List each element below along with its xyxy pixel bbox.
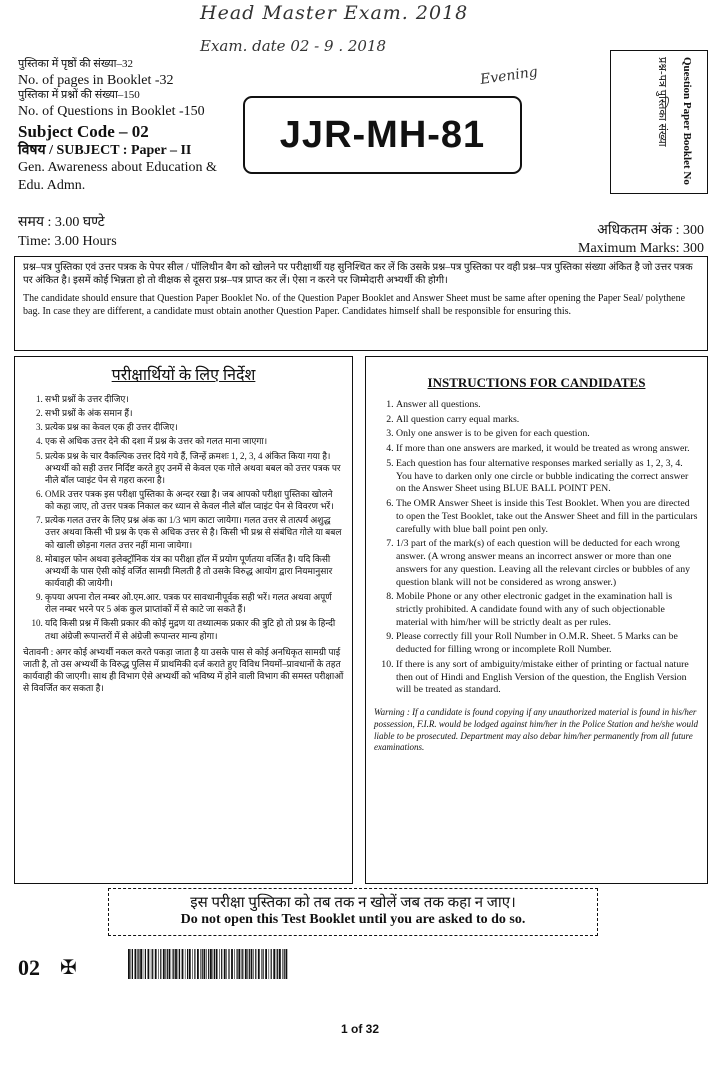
instruction-english-item: 6. The OMR Answer Sheet is inside this Test Booklet. When you are directed to open the Test Booklet, take out the Answer Sheet and fill in the particulars carefully with blue ball point pen only. (396, 498, 699, 536)
instruction-hindi-item: 3. प्रत्येक प्रश्न का केवल एक ही उत्तर दीजिए। (45, 421, 344, 433)
barcode-bar (192, 949, 193, 979)
marks-hindi: अधिकतम अंक : 300 (597, 223, 704, 238)
barcode-bar (263, 949, 264, 979)
instruction-hindi-item: 4. एक से अधिक उत्तर देने की दशा में प्रश्न के उत्तर को गलत माना जाएगा। (45, 435, 344, 447)
instruction-english-item: 5. Each question has four alternative responses marked serially as 1, 2, 3, 4. You have to darken only one circle or bubble indicating the correct answer on the Answer Sheet using BLUE BALL POINT PEN. (396, 458, 699, 496)
barcode-bar (132, 949, 133, 979)
barcode-bar (179, 949, 180, 979)
barcode-bar (282, 949, 283, 979)
subject-code: Subject Code – 02 (18, 121, 149, 141)
instruction-hindi-item: 5. प्रत्येक प्रश्न के चार वैकल्पिक उत्तर दिये गये हैं, जिन्हें क्रमशः 1, 2, 3, 4 अंकित किया गया है। अभ्यर्थी को सही उत्तर निर्दिष्ट करते हुए उनमें से केवल एक गोले अथवा बबल को उत्तर पत्रक पर नीले बॉल प्वाइंट पेन से गहरा करना है। (45, 450, 344, 486)
barcode-bar (206, 949, 207, 979)
serial-number-box (610, 50, 708, 194)
handwritten-exam-title: Head Master Exam. 2018 (200, 2, 469, 24)
instruction-hindi-item: 9. कृपया अपना रोल नम्बर ओ.एम.आर. पत्रक पर सावधानीपूर्वक सही भरें। गलत अथवा अपूर्ण रोल नम्बर भरने पर 5 अंक कुल प्राप्तांकों में से काटे जा सकते हैं। (45, 591, 344, 615)
notice-box (14, 256, 708, 351)
handwritten-session: Evening (479, 64, 539, 88)
barcode-bar (197, 949, 199, 979)
questions-hindi: पुस्तिका में प्रश्नों की संख्या–150 (18, 89, 140, 102)
barcode-bar (178, 949, 179, 979)
instruction-hindi-item: 1. सभी प्रश्नों के उत्तर दीजिए। (45, 393, 344, 405)
instructions-hindi-title: परीक्षार्थियों के लिए निर्देश (111, 367, 256, 384)
barcode-bar (194, 949, 195, 979)
barcode-bar (251, 949, 253, 979)
barcode-bar (204, 949, 206, 979)
barcode-bar (234, 949, 235, 979)
warning-english: Warning : If a candidate is found copying if any unauthorized material is found in his/her possession, F.I.R. would be lodged against him/her in the Police Station and he/she would liable to be prosecuted. Department may also debar him/her permanently from all future examinations. (374, 707, 699, 753)
instruction-hindi-item: 8. मोबाइल फोन अथवा इलेक्ट्रॉनिक यंत्र का परीक्षा हॉल में प्रयोग पूर्णतया वर्जित है। यदि किसी अभ्यर्थी के पास ऐसी कोई वर्जित सामग्री मिलती है तो उसके विरुद्ध आयोग द्वारा नियमानुसार कार्यवाही की जायेगी। (45, 553, 344, 589)
barcode-bar (279, 949, 281, 979)
barcode-bar (238, 949, 240, 979)
barcode-bar (242, 949, 243, 979)
marks-english: Maximum Marks: 300 (578, 241, 704, 257)
pages-hindi: पुस्तिका में पृष्ठों की संख्या–32 (18, 58, 133, 70)
instruction-english-item: 9. Please correctly fill your Roll Number in O.M.R. Sheet. 5 Marks can be deducted for filling wrong or incomplete Roll Number. (396, 631, 699, 656)
barcode-bar (214, 949, 215, 979)
barcode-bar (245, 949, 247, 979)
max-marks (578, 222, 704, 258)
barcode-bar (165, 949, 166, 979)
barcode-bar (213, 949, 214, 979)
barcode-bar (247, 949, 248, 979)
barcode-bar (160, 949, 161, 979)
barcode-bar (137, 949, 138, 979)
barcode-bar (226, 949, 227, 979)
barcode-bar (284, 949, 285, 979)
barcode-bar (169, 949, 171, 979)
barcode-bar (155, 949, 157, 979)
barcode-bar (265, 949, 267, 979)
barcode-bar (210, 949, 212, 979)
barcode-bar (221, 949, 222, 979)
barcode-bar (231, 949, 233, 979)
barcode-bar (140, 949, 142, 979)
notice-english: The candidate should ensure that Question Paper Booklet No. of the Question Paper Booklet and Answer Sheet must be same after opening the Paper Seal/ polythene bag. In case they are different, a candidate must obtain another Question Paper. Candidates himself shall be responsible for ensuring this. (23, 293, 686, 317)
barcode-bar (151, 949, 152, 979)
instruction-hindi-item: 2. सभी प्रश्नों के अंक समान हैं। (45, 407, 344, 419)
barcode-bar (128, 949, 130, 979)
instruction-english-item: 1. Answer all questions. (396, 399, 699, 412)
booklet-code-box (243, 96, 522, 174)
barcode-bar (277, 949, 278, 979)
barcode-bar (138, 949, 139, 979)
barcode-bar (224, 949, 226, 979)
barcode-bar (143, 949, 144, 979)
pages-english: No. of pages in Booklet -32 (18, 72, 174, 88)
do-not-open-hindi: इस परीक्षा पुस्तिका को तब तक न खोलें जब तक कहा न जाए। (190, 895, 516, 911)
barcode (128, 949, 288, 979)
barcode-bar (249, 949, 250, 979)
handwritten-exam-date: Exam. date 02 - 9 . 2018 (200, 37, 387, 55)
barcode-bar (273, 949, 275, 979)
barcode-bar (158, 949, 159, 979)
do-not-open-box (108, 888, 598, 936)
instructions-english-title: INSTRUCTIONS FOR CANDIDATES (427, 375, 646, 390)
instruction-hindi-item: 7. प्रत्येक गलत उत्तर के लिए प्रश्न अंक का 1/3 भाग काटा जायेगा। गलत उत्तर से तात्पर्य अशुद्ध उत्तर अथवा किसी भी प्रश्न के एक से अधिक उत्तर से है। किसी भी प्रश्न से संबंधित गोले या बबल को खाली छोड़ना गलत उत्तर नहीं माना जायेगा। (45, 514, 344, 550)
notice-hindi: प्रश्न–पत्र पुस्तिका एवं उत्तर पत्रक के पेपर सील / पॉलिथीन बैग को खोलने पर परीक्षार्थी यह सुनिश्चित कर लें कि उसके प्रश्न–पत्र पुस्तिका पर वही प्रश्न–पत्र पुस्तिका संख्या अंकित है जो उत्तर पत्रक पर अंकित है। इसमें कोई भिन्नता हो तो वीक्षक से दूसरा प्रश्न–पत्र प्राप्त कर लें। ऐसा न करने पर जिम्मेदारी अभ्यर्थी की होगी। (23, 262, 693, 286)
barcode-bar (276, 949, 277, 979)
instruction-english-item: 4. If more than one answers are marked, it would be treated as wrong answer. (396, 443, 699, 456)
booklet-meta (18, 58, 243, 194)
barcode-bar (175, 949, 177, 979)
instruction-hindi-item: 10. यदि किसी प्रश्न में किसी प्रकार की कोई मुद्रण या तथ्यात्मक प्रकार की त्रुटि हो तो प्रश्न के हिन्दी तथा अंग्रेजी रूपान्तरों में से अंग्रेजी रूपान्तर मान्य होगा। (45, 617, 344, 641)
subject-name: Gen. Awareness about Education & Edu. Admn. (18, 160, 217, 193)
barcode-bar (200, 949, 201, 979)
barcode-bar (148, 949, 150, 979)
time-block (18, 214, 117, 252)
instruction-english-item: 7. 1/3 part of the mark(s) of each question will be deducted for each wrong answer. (A wrong answer means an incorrect answer or more than one answers for any question. Leaving all the relevant circles or bubbles of any question blank will not be considered as wrong answer.) (396, 538, 699, 589)
barcode-bar (163, 949, 165, 979)
barcode-bar (172, 949, 173, 979)
questions-english: No. of Questions in Booklet -150 (18, 104, 205, 119)
barcode-bar (185, 949, 186, 979)
barcode-bar (189, 949, 191, 979)
barcode-bar (152, 949, 153, 979)
paper-code: 02 (18, 955, 40, 980)
barcode-bar (182, 949, 184, 979)
instruction-english-item: 2. All question carry equal marks. (396, 414, 699, 427)
instructions-hindi-list (23, 393, 344, 642)
time-english: Time: 3.00 Hours (18, 233, 117, 249)
instructions-english-panel (365, 356, 708, 884)
do-not-open-english: Do not open this Test Booklet until you are asked to do so. (180, 912, 526, 927)
barcode-bar (208, 949, 209, 979)
time-hindi: समय : 3.00 घण्टे (18, 215, 105, 230)
page-number: 1 of 32 (340, 1022, 379, 1036)
barcode-bar (258, 949, 260, 979)
instructions-english-list (374, 399, 699, 697)
barcode-bar (255, 949, 256, 979)
warning-hindi: चेतावनी : अगर कोई अभ्यर्थी नकल करते पकड़ा जाता है या उसके पास से कोई अनधिकृत सामग्री पाई जाती है, तो उस अभ्यर्थी के विरुद्ध पुलिस में प्राथमिकी दर्ज कराते हुए विविध नियमों–प्रावधानों के तहत कार्यवाही की जाएगी। साथ ही विभाग ऐसे अभ्यर्थी को भविष्य में होने वाली विभाग की समस्त परीक्षाओं से विवर्जित कर सकता है। (23, 646, 344, 694)
serial-label-hindi: प्रश्न-पत्र पुस्तिका संख्या (656, 57, 668, 147)
barcode-bar (135, 949, 137, 979)
barcode-bar (286, 949, 288, 979)
barcode-bar (261, 949, 262, 979)
barcode-bar (219, 949, 220, 979)
instructions-hindi-panel (14, 356, 353, 884)
barcode-bar (271, 949, 272, 979)
instruction-english-item: 10. If there is any sort of ambiguity/mistake either of printing or factual nature then out of Hindi and English Version of the question, the English Version will be treated as standard. (396, 659, 699, 697)
barcode-bar (145, 949, 146, 979)
barcode-bar (241, 949, 242, 979)
instruction-english-item: 3. Only one answer is to be given for each question. (396, 428, 699, 441)
barcode-bar (269, 949, 270, 979)
barcode-bar (253, 949, 254, 979)
serial-label-english: Question Paper Booklet No (681, 57, 693, 185)
instruction-hindi-item: 6. OMR उत्तर पत्रक इस परीक्षा पुस्तिका के अन्दर रखा है। जब आपको परीक्षा पुस्तिका खोलने को कहा जाए, तो उत्तर पत्रक निकाल कर ध्यान से केवल नीले बॉल प्वाइंट पेन से विवरण भरें। (45, 488, 344, 512)
barcode-bar (216, 949, 218, 979)
barcode-bar (167, 949, 168, 979)
instruction-english-item: 8. Mobile Phone or any other electronic gadget in the examination hall is strictly prohibited. A candidate found with any of such objectionable material with him/her will be strictly dealt as per rules. (396, 591, 699, 629)
barcode-bar (237, 949, 238, 979)
subject-label: विषय / SUBJECT : Paper – II (18, 142, 192, 158)
barcode-bar (173, 949, 174, 979)
barcode-bar (187, 949, 188, 979)
barcode-bar (228, 949, 229, 979)
booklet-code: JJR-MH-81 (279, 113, 486, 156)
barcode-bar (202, 949, 203, 979)
asterisk-cross-icon: ✠ (60, 957, 77, 979)
barcode-bar (131, 949, 132, 979)
